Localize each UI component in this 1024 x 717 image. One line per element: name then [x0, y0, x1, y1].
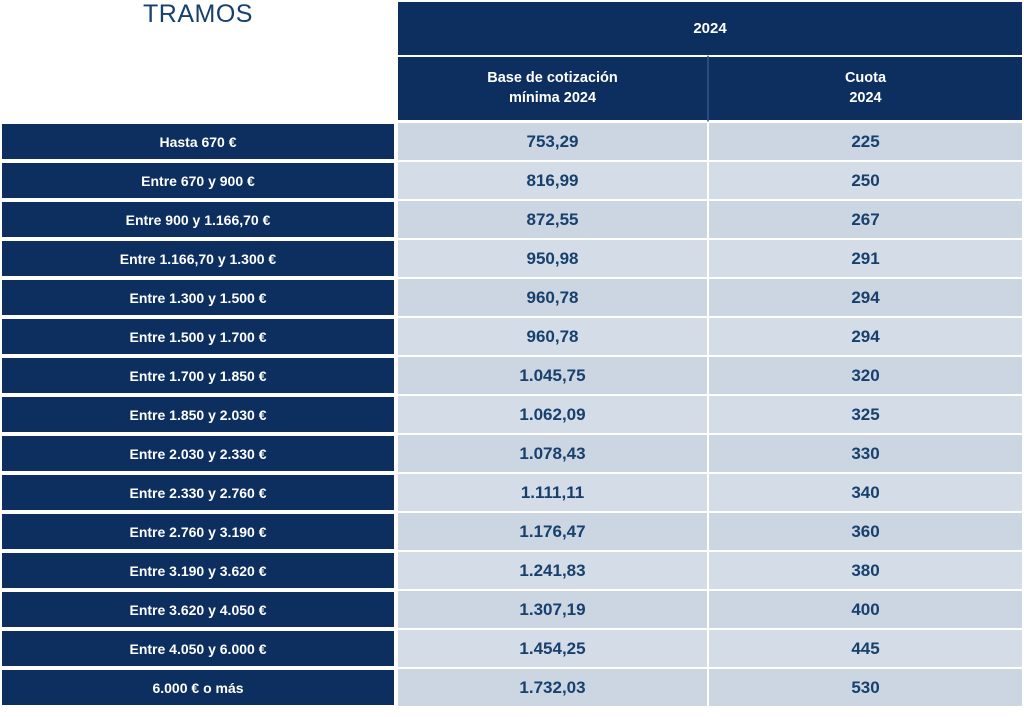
cuota-cell: 445 [708, 629, 1024, 668]
table-row [0, 122, 1024, 161]
base-cell: 1.078,43 [396, 434, 708, 473]
table-header [0, 0, 1024, 122]
table-row [0, 668, 1024, 707]
base-cell: 816,99 [396, 161, 708, 200]
cuota-cell: 250 [708, 161, 1024, 200]
table-row [0, 590, 1024, 629]
corner-cell [0, 0, 396, 122]
base-cell: 1.111,11 [396, 473, 708, 512]
base-cell: 1.241,83 [396, 551, 708, 590]
table-row [0, 434, 1024, 473]
cuota-cell: 320 [708, 356, 1024, 395]
table-body [0, 122, 1024, 707]
tramo-cell: Entre 2.760 y 3.190 € [0, 512, 396, 551]
base-cell: 950,98 [396, 239, 708, 278]
table-row [0, 356, 1024, 395]
header-base-cotizacion [396, 55, 708, 122]
tramo-cell: Entre 900 y 1.166,70 € [0, 200, 396, 239]
tramo-cell: Hasta 670 € [0, 122, 396, 161]
tramo-cell: Entre 1.166,70 y 1.300 € [0, 239, 396, 278]
table-row [0, 395, 1024, 434]
cuota-cell: 380 [708, 551, 1024, 590]
cuota-cell: 340 [708, 473, 1024, 512]
tramo-cell: Entre 1.850 y 2.030 € [0, 395, 396, 434]
cuota-cell: 294 [708, 317, 1024, 356]
tramo-cell: Entre 1.300 y 1.500 € [0, 278, 396, 317]
base-cell: 1.454,25 [396, 629, 708, 668]
header-cuota-line1: Cuota [844, 69, 887, 86]
header-cuota [708, 55, 1024, 122]
header-base-line2: mínima 2024 [508, 89, 597, 106]
base-cell: 960,78 [396, 317, 708, 356]
table-row [0, 161, 1024, 200]
base-cell: 1.062,09 [396, 395, 708, 434]
table-row [0, 200, 1024, 239]
base-cell: 1.307,19 [396, 590, 708, 629]
cuota-cell: 360 [708, 512, 1024, 551]
table-row [0, 551, 1024, 590]
cuota-cell: 225 [708, 122, 1024, 161]
base-cell: 960,78 [396, 278, 708, 317]
tramo-cell: 6.000 € o más [0, 668, 396, 707]
tramos-title: TRAMOS [0, 0, 396, 122]
base-cell: 872,55 [396, 200, 708, 239]
header-year: 2024 [396, 0, 1024, 55]
tramo-cell: Entre 3.190 y 3.620 € [0, 551, 396, 590]
header-base-line1: Base de cotización [487, 69, 618, 86]
table-row [0, 512, 1024, 551]
tramo-cell: Entre 3.620 y 4.050 € [0, 590, 396, 629]
table-row [0, 629, 1024, 668]
table-row [0, 317, 1024, 356]
tramo-cell: Entre 670 y 900 € [0, 161, 396, 200]
tramo-cell: Entre 4.050 y 6.000 € [0, 629, 396, 668]
header-row-year [0, 0, 1024, 55]
cuota-cell: 291 [708, 239, 1024, 278]
cuota-cell: 267 [708, 200, 1024, 239]
tramo-cell: Entre 1.700 y 1.850 € [0, 356, 396, 395]
table-row [0, 278, 1024, 317]
cuota-cell: 530 [708, 668, 1024, 707]
cuota-cell: 400 [708, 590, 1024, 629]
table-row [0, 473, 1024, 512]
cuota-cell: 294 [708, 278, 1024, 317]
table-row [0, 239, 1024, 278]
cuota-cell: 330 [708, 434, 1024, 473]
header-cuota-line2: 2024 [849, 89, 882, 106]
base-cell: 753,29 [396, 122, 708, 161]
tramo-cell: Entre 2.330 y 2.760 € [0, 473, 396, 512]
base-cell: 1.732,03 [396, 668, 708, 707]
cuota-cell: 325 [708, 395, 1024, 434]
tramo-cell: Entre 1.500 y 1.700 € [0, 317, 396, 356]
base-cell: 1.045,75 [396, 356, 708, 395]
tramo-cell: Entre 2.030 y 2.330 € [0, 434, 396, 473]
base-cell: 1.176,47 [396, 512, 708, 551]
